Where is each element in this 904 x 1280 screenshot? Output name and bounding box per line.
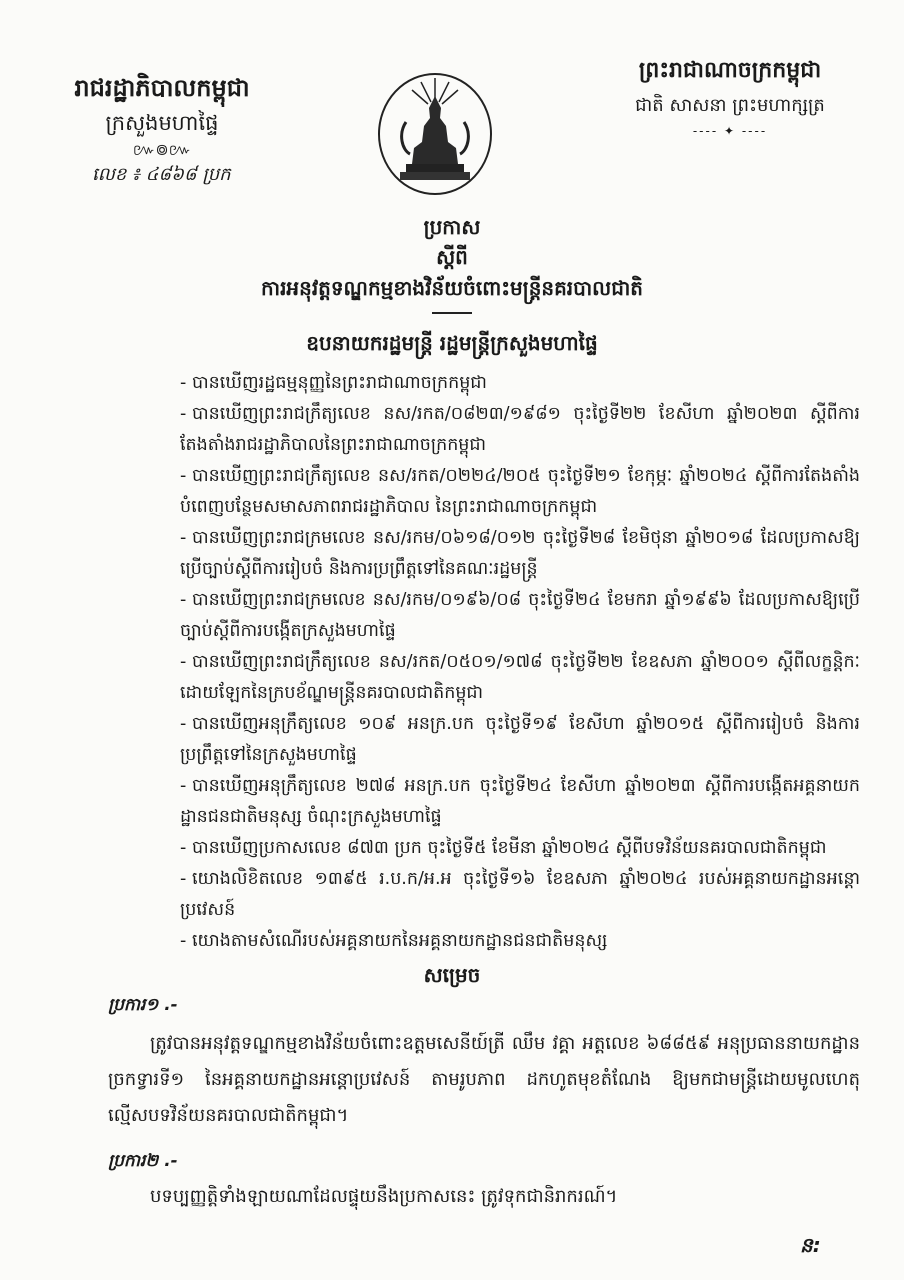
article-2-text: បទប្បញ្ញត្តិទាំងឡាយណាដែលផ្ទុយនឹងប្រកាសនេះ ត្រូវទុកជានិរាករណ៍។ <box>150 1186 618 1207</box>
reference-item: - យោងតាមសំណើរបស់អគ្គនាយកនៃអគ្គនាយកដ្ឋានជនជាតិមនុស្ស <box>180 931 608 951</box>
initial-mark: ន: <box>800 1233 821 1257</box>
title-divider <box>432 312 472 314</box>
reference-item: - បានឃើញព្រះរាជក្រឹត្យលេខ នស/រកត/០៨២៣/១៩៨១ ចុះថ្ងៃទី២២ ខែសីហា ឆ្នាំ២០២៣ ស្តីពីការតែងតាំងរាជរដ្ឋាភិបាលនៃព្រះរាជាណាចក្រកម្ពុជា <box>180 404 860 455</box>
references-list <box>180 368 860 957</box>
reference-item: - បានឃើញអនុក្រឹត្យលេខ ១០៩ អនក្រ.បក ចុះថ្ងៃទី១៩ ខែសីហា ឆ្នាំ២០១៥ ស្តីពីការរៀបចំ និងការប្រព្រឹត្តទៅនៃក្រសួងមហាផ្ទៃ <box>180 714 860 765</box>
reference-item: - បានឃើញប្រកាសលេខ ៨៧៣ ប្រក ចុះថ្ងៃទី៥ ខែមីនា ឆ្នាំ២០២៤ ស្តីពីបទវិន័យនគរបាលជាតិកម្ពុជា <box>180 838 827 858</box>
title-block <box>0 212 904 360</box>
document-about: ស្តីពី <box>436 245 468 269</box>
article-1-text: ត្រូវបានអនុវត្តទណ្ឌកម្មខាងវិន័យចំពោះឧត្តមសេនីយ៍ត្រី ឈឹម វគ្គា អត្តលេខ ៦៨៨៥៩ អនុប្រធាននាយកដ្ឋានច្រកទ្វារទី១ នៃអគ្គនាយកដ្ឋានអន្តោប្រវេសន៍ តាមរូបភាព ដកហូតមុខតំណែង ឱ្យមកជាមន្ត្រីដោយមូលហេតុ ល្មើសបទវិន័យនគរបាលជាតិកម្ពុជា។ <box>108 1033 860 1126</box>
document-subject: ការអនុវត្តទណ្ឌកម្មខាងវិន័យចំពោះមន្ត្រីនគរបាលជាតិ <box>261 276 643 300</box>
reference-item: - បានឃើញអនុក្រឹត្យលេខ ២៧៨ អនក្រ.បក ចុះថ្ងៃទី២៤ ខែសីហា ឆ្នាំ២០២៣ ស្តីពីការបង្កើតអគ្គនាយកដ្ឋានជនជាតិមនុស្ស ចំណុះក្រសួងមហាផ្ទៃ <box>180 776 860 827</box>
issuer-title: ឧបនាយករដ្ឋមន្ត្រី រដ្ឋមន្ត្រីក្រសួងមហាផ្ទៃ <box>306 331 598 355</box>
government-name: រាជរដ្ឋាភិបាលកម្ពុជា <box>74 74 250 102</box>
kingdom-header <box>600 52 860 140</box>
ministry-name: ក្រសួងមហាផ្ទៃ <box>105 111 219 135</box>
motto-ornament: ---- ✦ ---- <box>692 124 768 138</box>
reference-number: លេខ ៖ ៤៨៦៨ ប្រក <box>92 164 231 185</box>
royal-seal-emblem <box>376 64 494 196</box>
article-1-label: ប្រការ១ .- <box>108 995 178 1015</box>
ministry-header <box>62 70 262 190</box>
decision-heading: សម្រេច <box>423 963 481 987</box>
reference-item: - បានឃើញព្រះរាជក្រឹត្យលេខ នស/រកត/០២២៤/២០៥ ចុះថ្ងៃទី២១ ខែកុម្ភៈ ឆ្នាំ២០២៤ ស្តីពីការតែងតាំងបំពេញបន្ថែមសមាសភាពរាជរដ្ឋាភិបាល នៃព្រះរាជាណាចក្រកម្ពុជា <box>180 466 860 517</box>
kingdom-name: ព្រះរាជាណាចក្រកម្ពុជា <box>638 58 822 83</box>
reference-item: - យោងលិខិតលេខ ១៣៩៥ រ.ប.ក/អ.អ ចុះថ្ងៃទី១៦ ខែឧសភា ឆ្នាំ២០២៤ របស់អគ្គនាយកដ្ឋានអន្តោប្រវេសន៍ <box>180 869 860 920</box>
reference-item: - បានឃើញព្រះរាជក្រមលេខ នស/រកម/០១៩៦/០៨ ចុះថ្ងៃទី២៤ ខែមករា ឆ្នាំ១៩៩៦ ដែលប្រកាសឱ្យប្រើច្បាប់ស្តីពីការបង្កើតក្រសួងមហាផ្ទៃ <box>180 590 860 641</box>
national-motto: ជាតិ សាសនា ព្រះមហាក្សត្រ <box>635 95 825 116</box>
article-2-label: ប្រការ២ .- <box>108 1151 178 1171</box>
reference-item: - បានឃើញរដ្ឋធម្មនុញ្ញនៃព្រះរាជាណាចក្រកម្ពុជា <box>180 373 487 393</box>
reference-item: - បានឃើញព្រះរាជក្រមលេខ នស/រកម/០៦១៨/០១២ ចុះថ្ងៃទី២៨ ខែមិថុនា ឆ្នាំ២០១៨ ដែលប្រកាសឱ្យប្រើច្បាប់ស្តីពីការរៀបចំ និងការប្រព្រឹត្តទៅនៃគណៈរដ្ឋមន្ត្រី <box>180 528 860 579</box>
document-type: ប្រកាស <box>423 215 481 239</box>
header-ornament: ៚៙៚ <box>132 140 192 159</box>
reference-item: - បានឃើញព្រះរាជក្រឹត្យលេខ នស/រកត/០៥០១/១៧៨ ចុះថ្ងៃទី២២ ខែឧសភា ឆ្នាំ២០០១ ស្តីពីលក្ខន្តិកៈដោយឡែកនៃក្របខ័ណ្ឌមន្ត្រីនគរបាលជាតិកម្ពុជា <box>180 652 860 703</box>
